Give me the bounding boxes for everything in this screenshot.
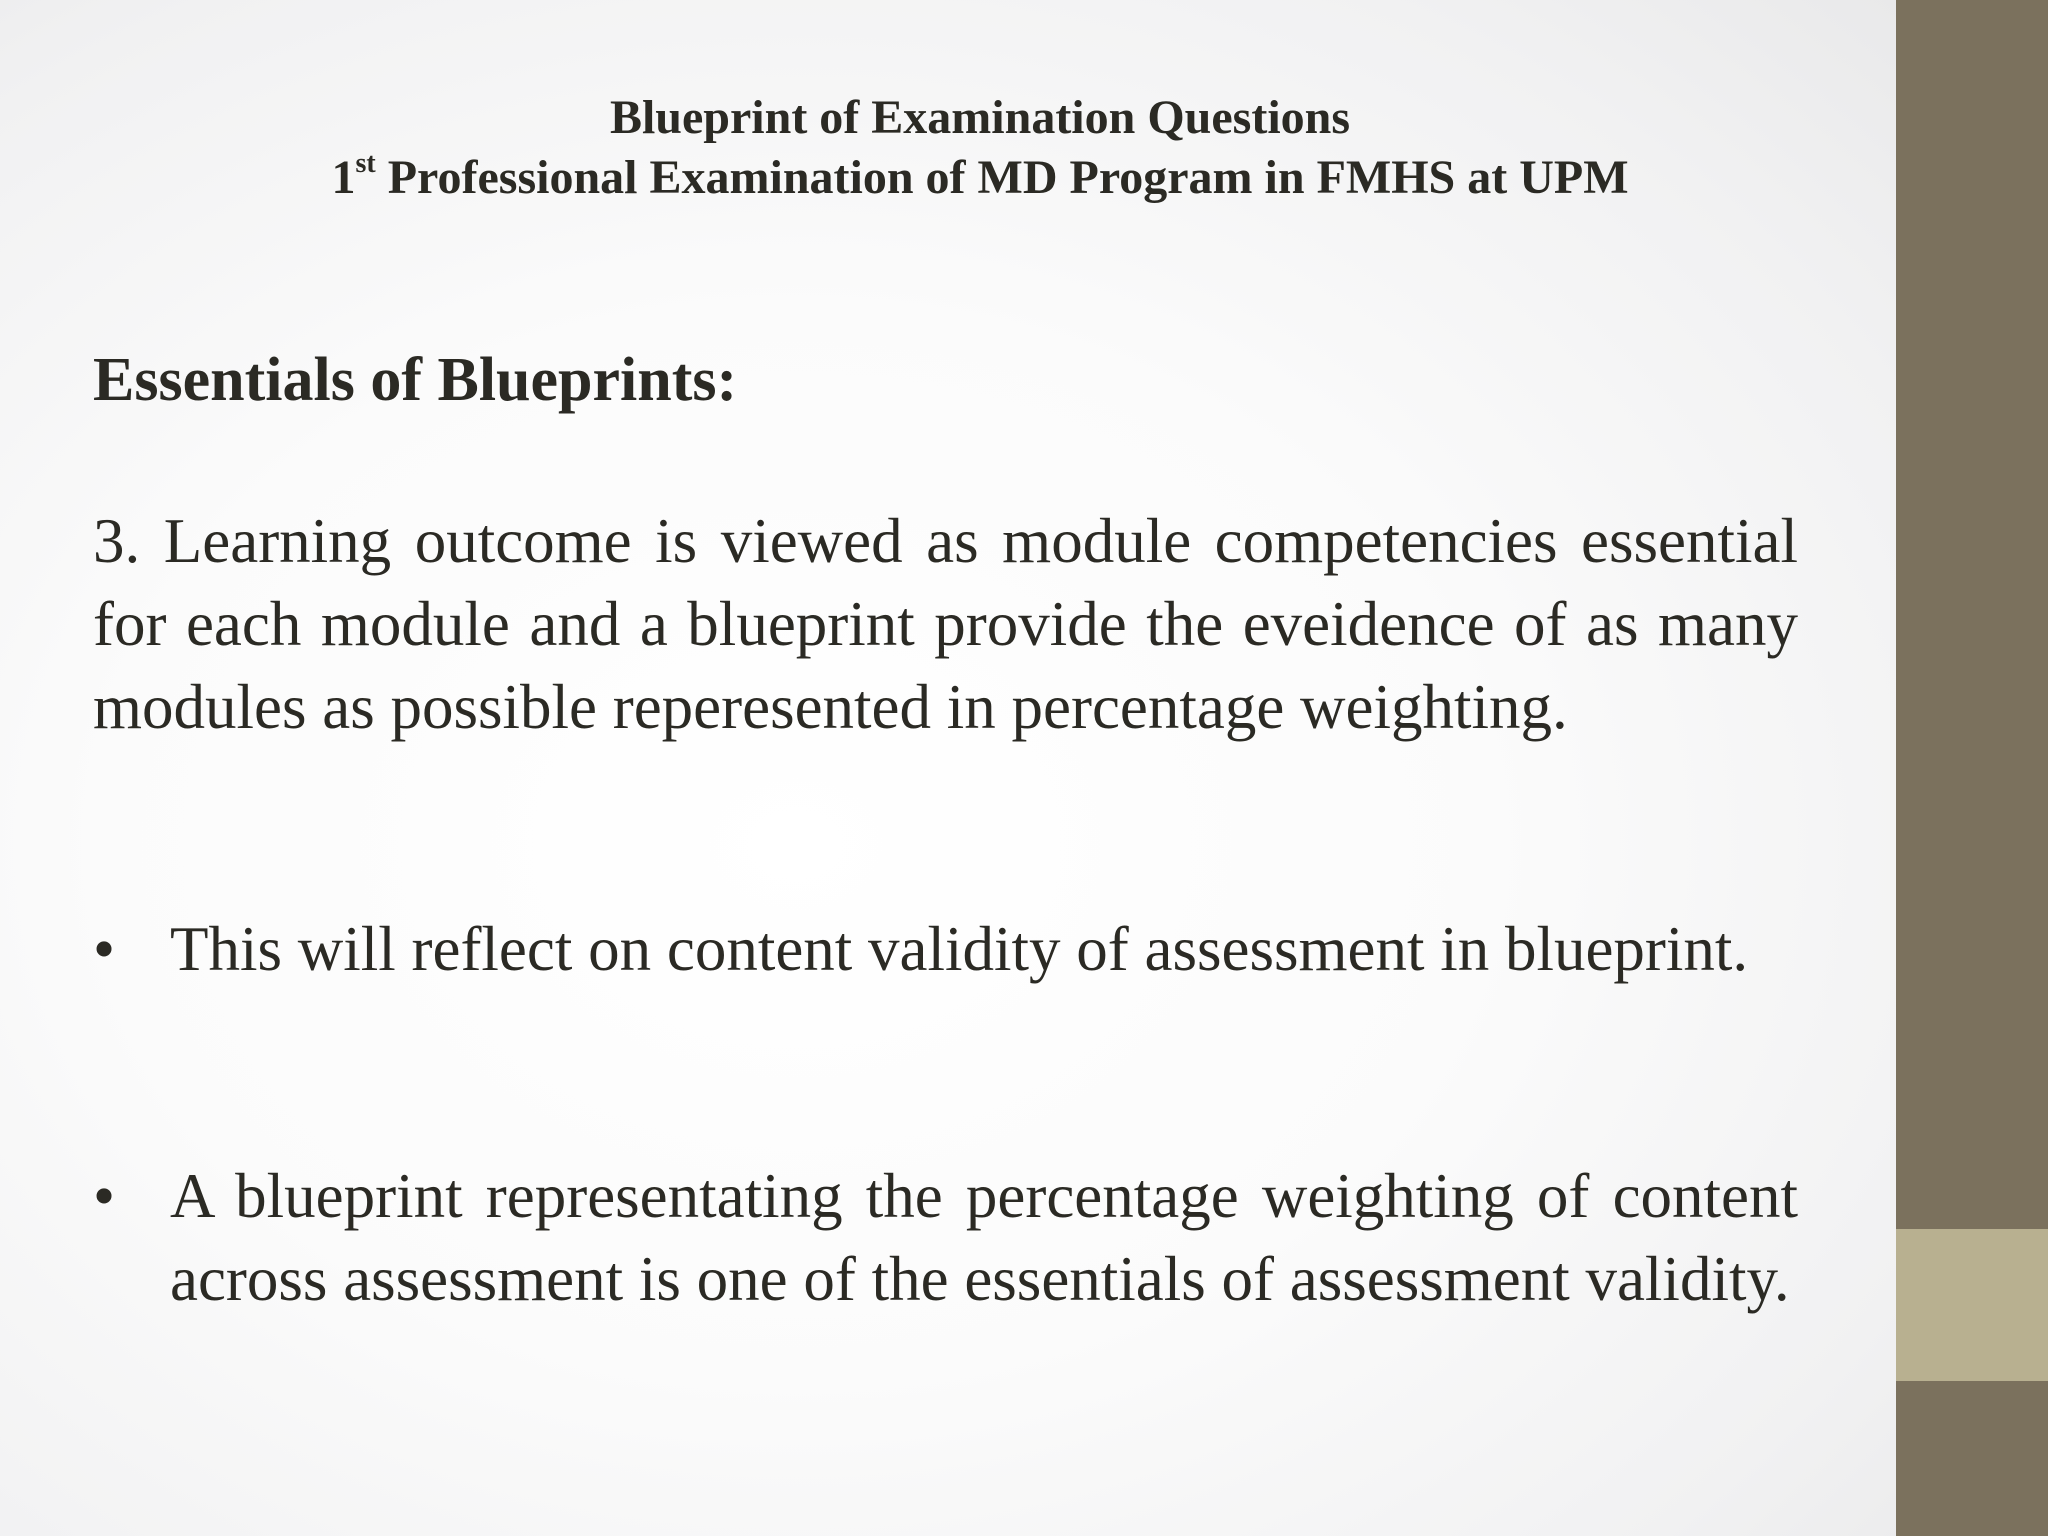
section-title: Essentials of Blueprints: — [93, 346, 738, 414]
bullet-item — [93, 908, 1798, 991]
bullet-text: This will reflect on content validity of assessment in blueprint. — [170, 914, 1749, 984]
header-subtitle-text: Professional Examination of MD Program in FMHS at UPM — [375, 151, 1629, 204]
numbered-paragraph: 3. Learning outcome is viewed as module competencies essential for each module and a blueprint provide the eveidence of as many modules as possible reperesented in percentage weighting. — [93, 506, 1798, 742]
bullet-item — [93, 1155, 1798, 1321]
slide-header — [0, 88, 1960, 208]
header-subtitle-number: 1 — [331, 151, 356, 204]
header-subtitle — [0, 148, 1960, 208]
header-title: Blueprint of Examination Questions — [609, 91, 1351, 144]
bullet-marker: • — [93, 914, 116, 984]
bullet-text: A blueprint representating the percentage weighting of content across assessment is one of the essentials of assessment validity. — [170, 1161, 1798, 1314]
side-accent-block — [1896, 1229, 2048, 1381]
bullet-marker: • — [93, 1161, 116, 1231]
header-subtitle-ordinal: st — [355, 148, 376, 179]
